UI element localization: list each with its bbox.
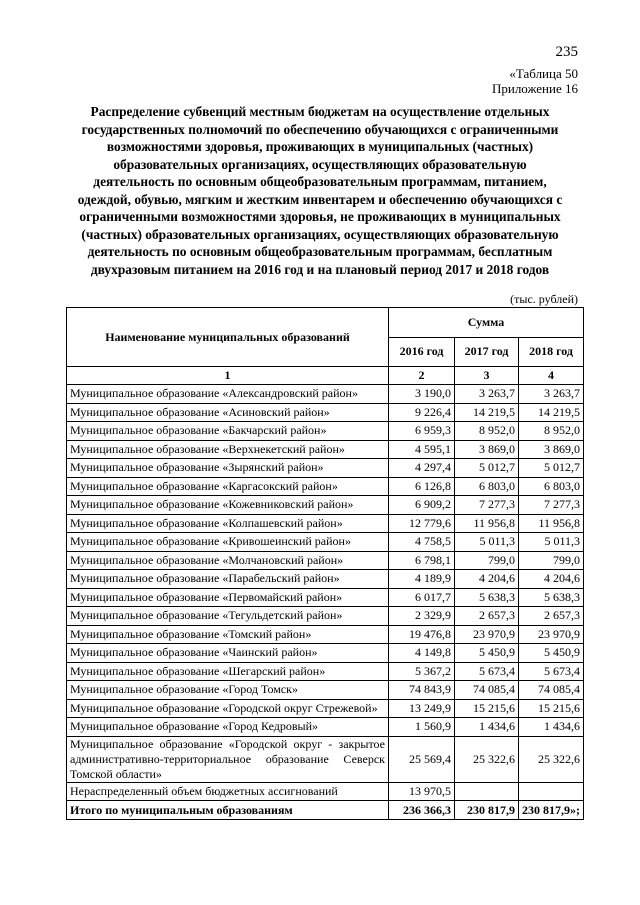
amount-2017: 4 204,6 bbox=[455, 570, 519, 589]
amount-2016: 9 226,4 bbox=[389, 403, 455, 422]
amount-2018: 14 219,5 bbox=[519, 403, 584, 422]
amount-2017: 14 219,5 bbox=[455, 403, 519, 422]
amount-2017: 11 956,8 bbox=[455, 514, 519, 533]
table-row bbox=[67, 699, 584, 718]
municipality-name: Муниципальное образование «Александровский район» bbox=[67, 385, 389, 404]
table-row bbox=[67, 570, 584, 589]
amount-2018: 4 204,6 bbox=[519, 570, 584, 589]
total-2016: 236 366,3 bbox=[389, 801, 455, 820]
amount-2016: 4 758,5 bbox=[389, 533, 455, 552]
column-number: 2 bbox=[389, 367, 455, 385]
amount-2016: 13 970,5 bbox=[389, 782, 455, 801]
amount-2018: 799,0 bbox=[519, 551, 584, 570]
table-row bbox=[67, 459, 584, 478]
header-municipality: Наименование муниципальных образований bbox=[67, 308, 389, 367]
table-row bbox=[67, 533, 584, 552]
amount-2017: 25 322,6 bbox=[455, 736, 519, 782]
amount-2017: 8 952,0 bbox=[455, 422, 519, 441]
document-title: Распределение субвенций местным бюджетам на осуществление отдельных государственных полномочий по обеспечению обучающихся с ограниченными возможностями здоровья, проживающих в муниципальных (частных) образовательных организациях, осуществляющих образовательную деятельность по основным общеобразовательным программам, питанием, одеждой, обувью, мягким и жестким инвентарем и обеспечению обучающихся с ограниченными возможностями здоровья, не проживающих в муниципальных (частных) образовательных организациях, осуществляющих образовательную деятельность по основным общеобразовательным программам, бесплатным двухразовым питанием на 2016 год и на плановый период 2017 и 2018 годов bbox=[77, 104, 563, 277]
amount-2017 bbox=[455, 782, 519, 801]
header-year-2017: 2017 год bbox=[455, 337, 519, 367]
table-row bbox=[67, 681, 584, 700]
amount-2016: 19 476,8 bbox=[389, 625, 455, 644]
table-row bbox=[67, 385, 584, 404]
municipality-name: Муниципальное образование «Кривошеинский район» bbox=[67, 533, 389, 552]
table-row bbox=[67, 588, 584, 607]
amount-2018: 5 450,9 bbox=[519, 644, 584, 663]
amount-2017: 2 657,3 bbox=[455, 607, 519, 626]
municipality-name: Муниципальное образование «Город Томск» bbox=[67, 681, 389, 700]
amount-2017: 6 803,0 bbox=[455, 477, 519, 496]
table-row bbox=[67, 718, 584, 737]
table-row bbox=[67, 736, 584, 782]
amount-2017: 5 638,3 bbox=[455, 588, 519, 607]
amount-2016: 4 297,4 bbox=[389, 459, 455, 478]
amount-2018: 5 673,4 bbox=[519, 662, 584, 681]
total-label: Итого по муниципальным образованиям bbox=[67, 801, 389, 820]
amount-2017: 5 450,9 bbox=[455, 644, 519, 663]
amount-2016: 6 959,3 bbox=[389, 422, 455, 441]
municipality-name: Муниципальное образование «Город Кедровый» bbox=[67, 718, 389, 737]
table-row bbox=[67, 607, 584, 626]
municipality-name: Муниципальное образование «Кожевниковский район» bbox=[67, 496, 389, 515]
amount-2018: 5 012,7 bbox=[519, 459, 584, 478]
amount-2018: 74 085,4 bbox=[519, 681, 584, 700]
appendix-label: Приложение 16 bbox=[491, 81, 578, 96]
table-row bbox=[67, 422, 584, 441]
amount-2016: 3 190,0 bbox=[389, 385, 455, 404]
table-row bbox=[67, 477, 584, 496]
amount-2017: 15 215,6 bbox=[455, 699, 519, 718]
amount-2016: 12 779,6 bbox=[389, 514, 455, 533]
amount-2016: 4 189,9 bbox=[389, 570, 455, 589]
subventions-table bbox=[66, 307, 584, 820]
municipality-name: Муниципальное образование «Тегульдетский район» bbox=[67, 607, 389, 626]
amount-2016: 13 249,9 bbox=[389, 699, 455, 718]
amount-2017: 3 869,0 bbox=[455, 440, 519, 459]
table-row bbox=[67, 551, 584, 570]
municipality-name: Муниципальное образование «Бакчарский район» bbox=[67, 422, 389, 441]
amount-2016: 25 569,4 bbox=[389, 736, 455, 782]
amount-2017: 1 434,6 bbox=[455, 718, 519, 737]
municipality-name: Муниципальное образование «Молчановский район» bbox=[67, 551, 389, 570]
table-row bbox=[67, 514, 584, 533]
amount-2018: 8 952,0 bbox=[519, 422, 584, 441]
amount-2016: 5 367,2 bbox=[389, 662, 455, 681]
table-body bbox=[67, 385, 584, 801]
municipality-name: Муниципальное образование «Верхнекетский район» bbox=[67, 440, 389, 459]
municipality-name: Муниципальное образование «Зырянский район» bbox=[67, 459, 389, 478]
column-number: 4 bbox=[519, 367, 584, 385]
amount-2018: 2 657,3 bbox=[519, 607, 584, 626]
municipality-name: Муниципальное образование «Колпашевский район» bbox=[67, 514, 389, 533]
amount-2018: 7 277,3 bbox=[519, 496, 584, 515]
table-label: «Таблица 50 bbox=[509, 66, 578, 81]
municipality-name: Нераспределенный объем бюджетных ассигнований bbox=[67, 782, 389, 801]
amount-2017: 74 085,4 bbox=[455, 681, 519, 700]
amount-2018: 3 869,0 bbox=[519, 440, 584, 459]
amount-2016: 4 149,8 bbox=[389, 644, 455, 663]
amount-2017: 3 263,7 bbox=[455, 385, 519, 404]
header-year-2018: 2018 год bbox=[519, 337, 584, 367]
table-caption bbox=[492, 66, 578, 96]
amount-2016: 6 126,8 bbox=[389, 477, 455, 496]
municipality-name: Муниципальное образование «Томский район» bbox=[67, 625, 389, 644]
amount-2017: 23 970,9 bbox=[455, 625, 519, 644]
amount-2018: 25 322,6 bbox=[519, 736, 584, 782]
municipality-name: Муниципальное образование «Первомайский район» bbox=[67, 588, 389, 607]
table-row bbox=[67, 782, 584, 801]
header-sum: Сумма bbox=[389, 308, 584, 338]
units-note: (тыс. рублей) bbox=[510, 292, 578, 306]
amount-2017: 5 673,4 bbox=[455, 662, 519, 681]
municipality-name: Муниципальное образование «Каргасокский район» bbox=[67, 477, 389, 496]
amount-2016: 1 560,9 bbox=[389, 718, 455, 737]
table-row bbox=[67, 403, 584, 422]
amount-2018: 5 011,3 bbox=[519, 533, 584, 552]
amount-2016: 74 843,9 bbox=[389, 681, 455, 700]
amount-2017: 799,0 bbox=[455, 551, 519, 570]
table-row bbox=[67, 625, 584, 644]
municipality-name: Муниципальное образование «Асиновский район» bbox=[67, 403, 389, 422]
amount-2018: 6 803,0 bbox=[519, 477, 584, 496]
amount-2018 bbox=[519, 782, 584, 801]
municipality-name: Муниципальное образование «Шегарский район» bbox=[67, 662, 389, 681]
municipality-name: Муниципальное образование «Чаинский район» bbox=[67, 644, 389, 663]
column-number: 1 bbox=[67, 367, 389, 385]
amount-2016: 6 017,7 bbox=[389, 588, 455, 607]
table-row bbox=[67, 496, 584, 515]
header-year-2016: 2016 год bbox=[389, 337, 455, 367]
table-row bbox=[67, 644, 584, 663]
total-2018: 230 817,9»; bbox=[519, 801, 584, 820]
amount-2018: 1 434,6 bbox=[519, 718, 584, 737]
total-row bbox=[67, 801, 584, 820]
amount-2018: 15 215,6 bbox=[519, 699, 584, 718]
amount-2018: 3 263,7 bbox=[519, 385, 584, 404]
amount-2018: 23 970,9 bbox=[519, 625, 584, 644]
municipality-name: Муниципальное образование «Парабельский район» bbox=[67, 570, 389, 589]
amount-2018: 11 956,8 bbox=[519, 514, 584, 533]
amount-2017: 7 277,3 bbox=[455, 496, 519, 515]
table-row bbox=[67, 440, 584, 459]
table-row bbox=[67, 662, 584, 681]
amount-2017: 5 012,7 bbox=[455, 459, 519, 478]
municipality-name: Муниципальное образование «Городской округ Стрежевой» bbox=[67, 699, 389, 718]
column-number: 3 bbox=[455, 367, 519, 385]
amount-2016: 2 329,9 bbox=[389, 607, 455, 626]
page-number: 235 bbox=[555, 44, 578, 60]
amount-2017: 5 011,3 bbox=[455, 533, 519, 552]
total-2017: 230 817,9 bbox=[455, 801, 519, 820]
amount-2016: 6 798,1 bbox=[389, 551, 455, 570]
amount-2016: 4 595,1 bbox=[389, 440, 455, 459]
amount-2016: 6 909,2 bbox=[389, 496, 455, 515]
municipality-name: Муниципальное образование «Городской округ - закрытое административно-территориальное образование Северск Томской области» bbox=[67, 736, 389, 782]
amount-2018: 5 638,3 bbox=[519, 588, 584, 607]
